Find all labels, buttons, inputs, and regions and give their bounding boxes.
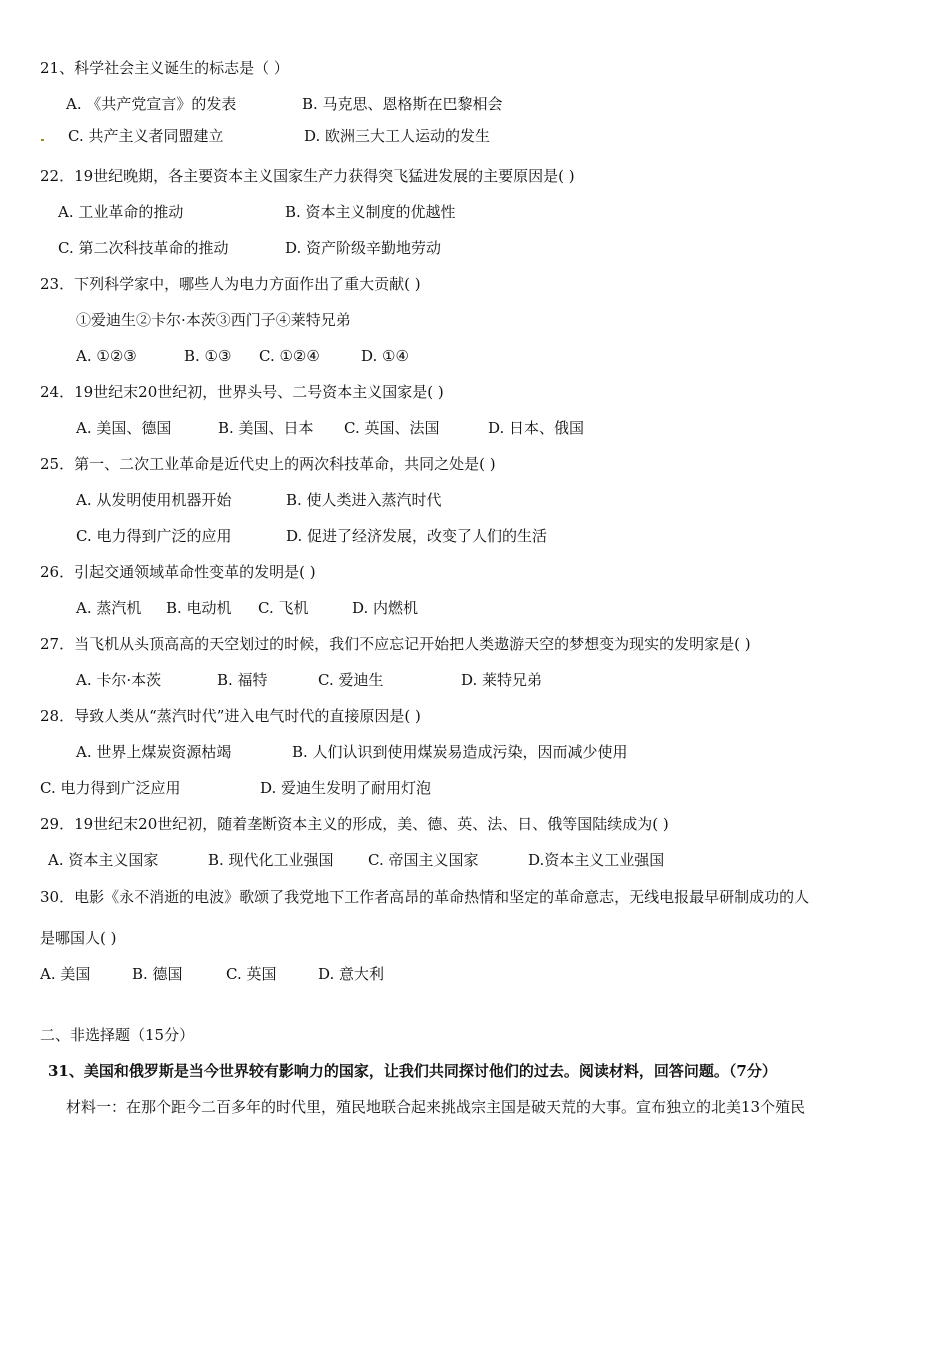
option-d: D. 促进了经济发展，改变了人们的生活 [286,527,548,545]
question-29-options [48,850,664,870]
question-23-options [76,346,409,366]
option-c: C. 英国、法国 [344,419,440,437]
question-28-options-row-2 [40,778,431,798]
question-28-options-row-1 [76,742,628,762]
option-b: B. 美国、日本 [218,419,314,437]
question-22-options-row-1 [58,202,456,222]
option-d: D.资本主义工业强国 [528,851,665,869]
question-31-stem: 31、美国和俄罗斯是当今世界较有影响力的国家，让我们共同探讨他们的过去。阅读材料，回答问题。（7分） [48,1062,777,1080]
option-c: C. 第二次科技革命的推动 [58,239,229,257]
option-b: B. ①③ [184,347,232,365]
section-heading: 二、非选择题（15分） [40,1026,195,1044]
option-d: D. 意大利 [318,965,385,983]
question-26-stem: 26．引起交通领域革命性变革的发明是( ) [40,563,316,581]
option-c: C. 电力得到广泛的应用 [76,527,232,545]
question-21-options-row-2 [68,126,490,146]
question-21-stem: 21、科学社会主义诞生的标志是（ ） [40,59,289,77]
option-c: C. 帝国主义国家 [368,851,479,869]
question-21-options-row-1 [66,94,503,114]
option-d: D. ①④ [361,347,409,365]
question-30-options [40,964,384,984]
option-d: D. 日本、俄国 [488,419,585,437]
option-a: A. 《共产党宣言》的发表 [66,95,237,113]
option-a: A. 美国 [40,965,91,983]
option-c: C. ①②④ [259,347,320,365]
question-23-stem: 23．下列科学家中，哪些人为电力方面作出了重大贡献( ) [40,275,421,293]
option-a: A. 工业革命的推动 [58,203,184,221]
option-c: C. 共产主义者同盟建立 [68,127,224,145]
option-a: A. ①②③ [76,347,137,365]
option-d: D. 内燃机 [352,599,419,617]
option-a: A. 资本主义国家 [48,851,159,869]
option-d: D. 爱迪生发明了耐用灯泡 [260,779,432,797]
question-24-options [76,418,584,438]
question-29-stem: 29．19世纪末20世纪初，随着垄断资本主义的形成，美、德、英、法、日、俄等国陆续成为( ) [40,815,669,833]
option-c: C. 爱迪生 [318,671,384,689]
option-d: D. 欧洲三大工人运动的发生 [304,127,491,145]
question-28-stem: 28．导致人类从“蒸汽时代”进入电气时代的直接原因是( ) [40,707,421,725]
option-b: B. 德国 [132,965,183,983]
option-b: B. 现代化工业强国 [208,851,334,869]
option-a: A. 美国、德国 [76,419,172,437]
option-b: B. 马克思、恩格斯在巴黎相会 [302,95,503,113]
option-b: B. 福特 [217,671,268,689]
option-a: A. 从发明使用机器开始 [76,491,232,509]
question-25-options-row-2 [76,526,547,546]
option-a: A. 卡尔·本茨 [76,671,162,689]
option-a: A. 世界上煤炭资源枯竭 [76,743,232,761]
question-30-stem-continued: 是哪国人( ) [40,929,117,947]
option-b: B. 使人类进入蒸汽时代 [286,491,442,509]
question-22-options-row-2 [58,238,441,258]
question-24-stem: 24．19世纪末20世纪初，世界头号、二号资本主义国家是( ) [40,383,444,401]
question-25-options-row-1 [76,490,442,510]
option-c: C. 英国 [226,965,277,983]
question-27-stem: 27．当飞机从头顶高高的天空划过的时候，我们不应忘记开始把人类遨游天空的梦想变为现实的发明家是( ) [40,635,751,653]
question-27-options [76,670,542,690]
material-1-text: 材料一：在那个距今二百多年的时代里，殖民地联合起来挑战宗主国是破天荒的大事。宣布独立的北美13个殖民 [66,1098,806,1116]
option-c: C. 电力得到广泛应用 [40,779,181,797]
question-22-stem: 22．19世纪晚期，各主要资本主义国家生产力获得突飞猛进发展的主要原因是( ) [40,167,575,185]
question-26-options [76,598,418,618]
question-23-candidates: ①爱迪生②卡尔·本茨③西门子④莱特兄弟 [76,311,351,329]
scan-speck [41,139,44,141]
option-b: B. 电动机 [166,599,232,617]
option-b: B. 人们认识到使用煤炭易造成污染，因而减少使用 [292,743,628,761]
question-30-stem: 30．电影《永不消逝的电波》歌颂了我党地下工作者高昂的革命热情和坚定的革命意志，无线电报最早研制成功的人 [40,888,810,906]
question-25-stem: 25．第一、二次工业革命是近代史上的两次科技革命，共同之处是( ) [40,455,496,473]
option-a: A. 蒸汽机 [76,599,142,617]
option-b: B. 资本主义制度的优越性 [285,203,456,221]
option-d: D. 资产阶级辛勤地劳动 [285,239,442,257]
option-d: D. 莱特兄弟 [461,671,543,689]
option-c: C. 飞机 [258,599,309,617]
